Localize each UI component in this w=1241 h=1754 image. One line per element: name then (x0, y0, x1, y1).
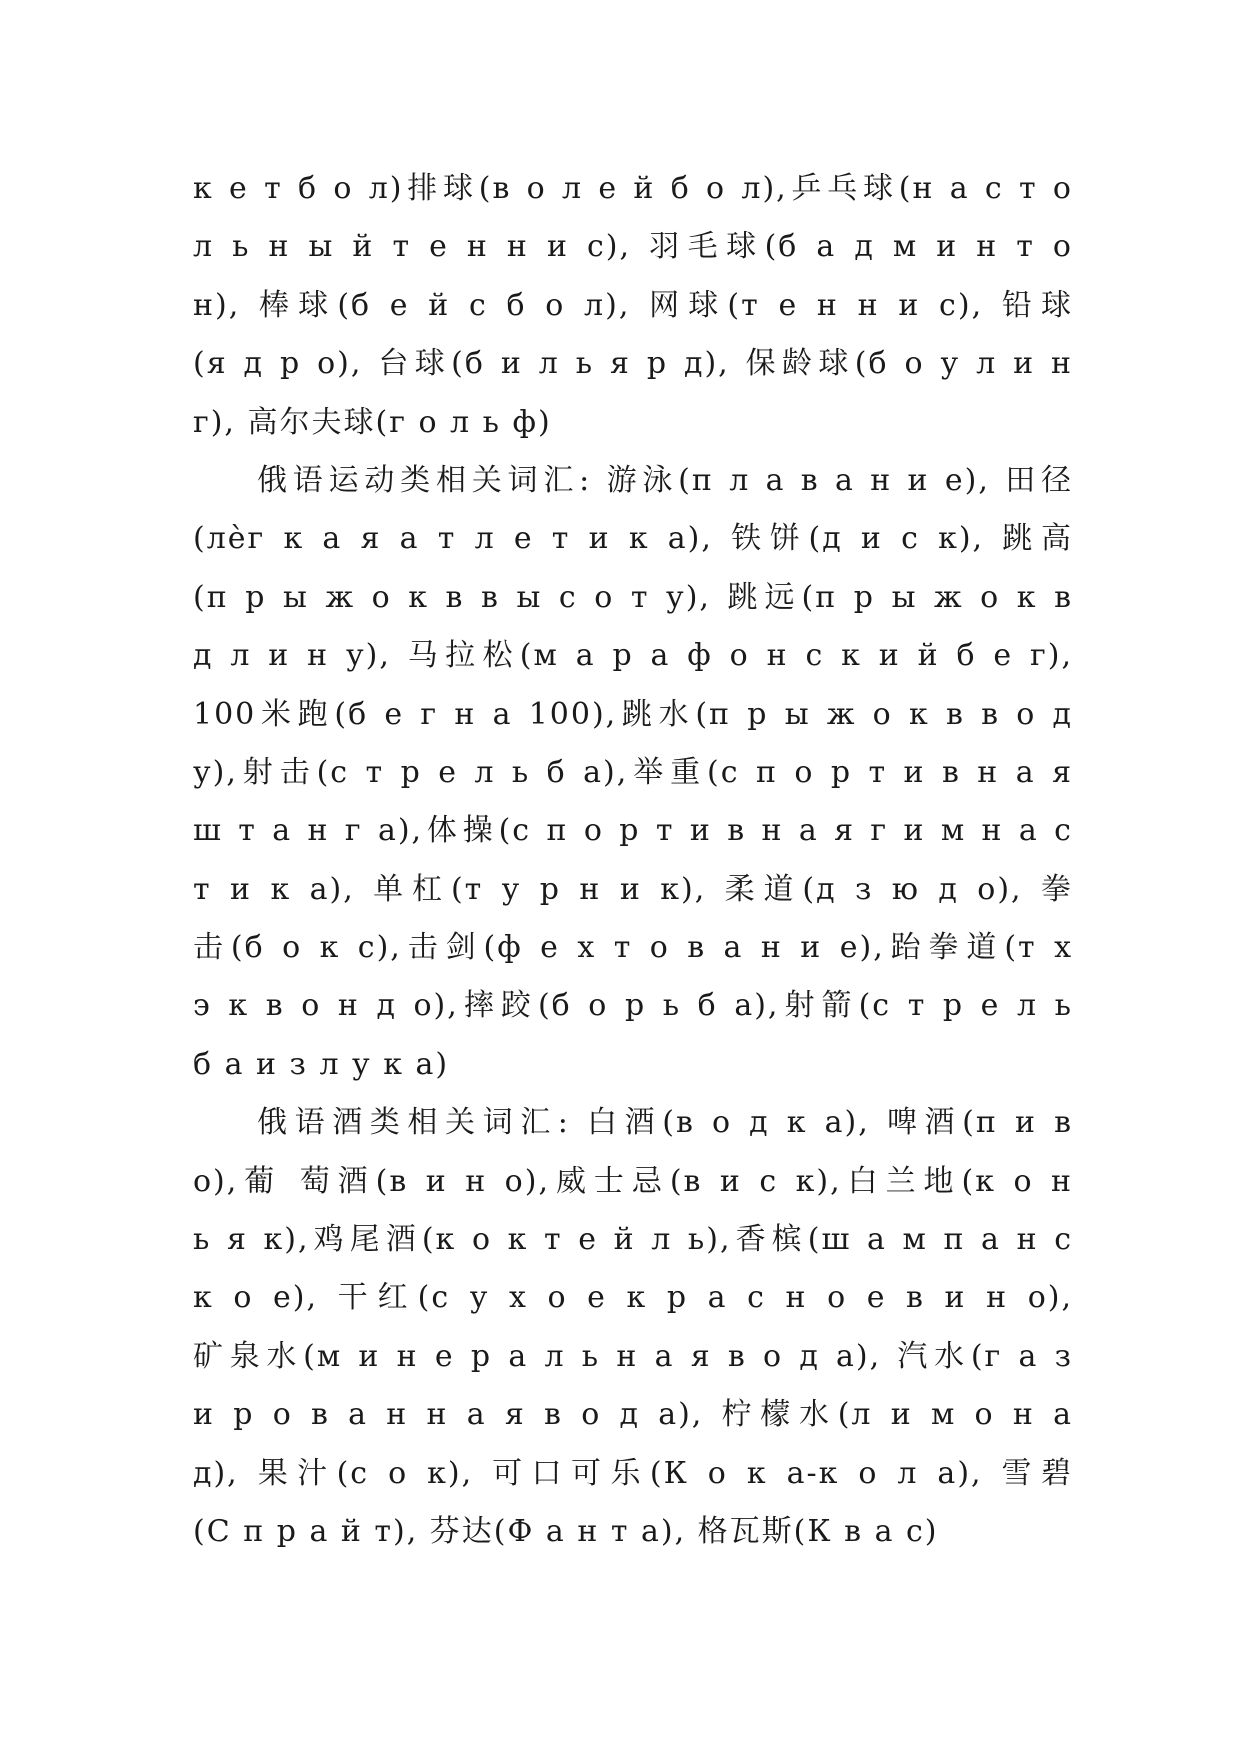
text-line: д), 果汁(с о к), 可口可乐(К о к а-к о л а), 雪碧 (193, 1455, 1073, 1491)
text-line: б а и з л у к а) (193, 1046, 450, 1082)
text-line: ь я к),鸡尾酒(к о к т е й л ь),香槟(ш а м п а н с (193, 1222, 1073, 1258)
text-line: д л и н у), 马拉松(м а р а ф о н с к и й б е г), (193, 638, 1073, 674)
paragraph-heading-line: 俄语运动类相关词汇: 游泳(п л а в а н и е), 田径 (257, 462, 1073, 498)
text-line: 击(б о к с),击剑(ф е х т о в а н и е),跆拳道(т х (193, 930, 1073, 966)
paragraph-heading-line: 俄语酒类相关词汇: 白酒(в о д к а), 啤酒(п и в (257, 1105, 1073, 1141)
text-line: к о е), 干红(с у х о е к р а с н о е в и н о), (193, 1280, 1073, 1316)
text-line: н), 棒球(б е й с б о л), 网球(т е н н и с), 铅球 (193, 287, 1073, 323)
text-line: (лѐг к а я а т л е т и к а), 铁饼(д и с к), 跳高 (193, 521, 1073, 557)
text-line: л ь н ы й т е н н и с), 羽毛球(б а д м и н т о (193, 229, 1073, 265)
text-line: 矿泉水(м и н е р а л ь н а я в о д а), 汽水(г а з (193, 1338, 1073, 1374)
text-line: г), 高尔夫球(г о л ь ф) (193, 404, 552, 440)
text-line: э к в о н д о),摔跤(б о р ь б а),射箭(с т р е л ь (193, 988, 1073, 1024)
text-line: 100米跑(б е г н а 100),跳水(п р ы ж о к в в о д (193, 696, 1073, 732)
text-line: у),射击(с т р е л ь б а),举重(с п о р т и в н а я (193, 754, 1073, 790)
text-line: т и к а), 单杠(т у р н и к), 柔道(д з ю д о), 拳 (193, 871, 1073, 907)
document-body (193, 160, 1073, 1561)
text-line: ш т а н г а),体操(с п о р т и в н а я г и м н а с (193, 813, 1073, 849)
text-line: (С п р а й т), 芬达(Ф а н т а), 格瓦斯(К в а с) (193, 1513, 939, 1549)
text-line: и р о в а н н а я в о д а), 柠檬水(л и м о н а (193, 1397, 1073, 1433)
text-line: (я д р о), 台球(б и л ь я р д), 保龄球(б о у л и н (193, 346, 1073, 382)
text-line: (п р ы ж о к в в ы с о т у), 跳远(п р ы ж о к в (193, 579, 1073, 615)
text-line: к е т б о л)排球(в о л е й б о л),乒乓球(н а с т о (193, 171, 1073, 206)
text-line: о),葡 萄酒(в и н о),威士忌(в и с к),白兰地(к о н (193, 1163, 1073, 1199)
